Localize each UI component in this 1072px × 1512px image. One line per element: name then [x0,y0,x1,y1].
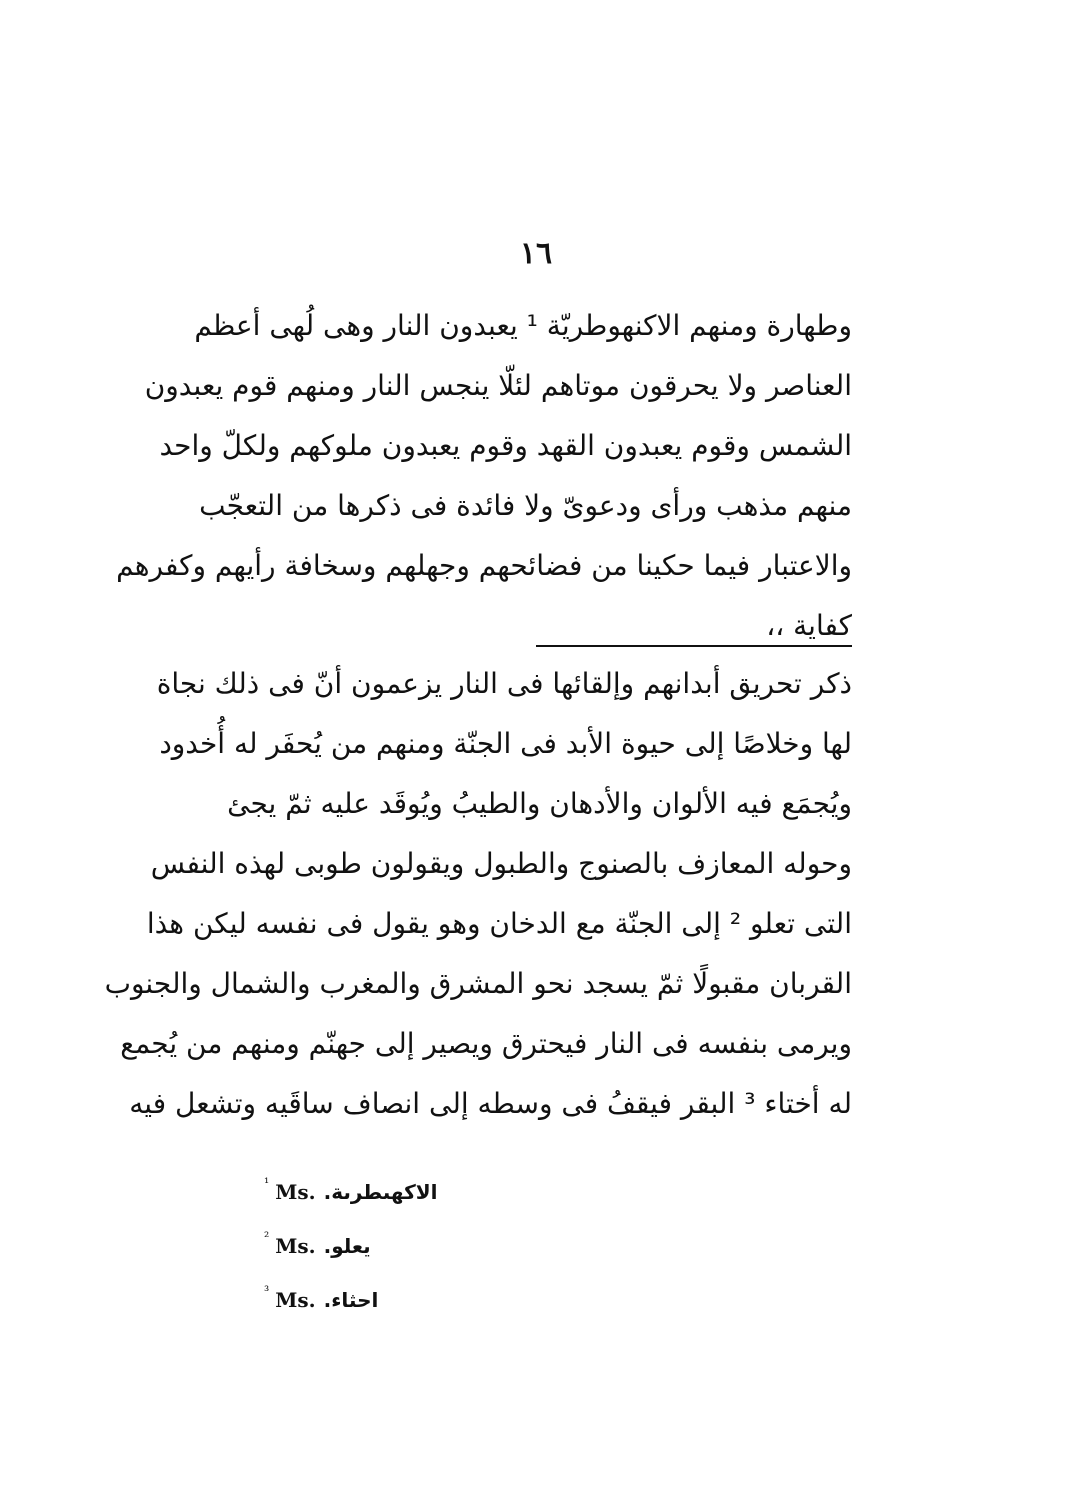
footnote-ms-label: Ms. [275,1234,316,1258]
text-line: وطهارة ومنهم الاكنهوطريّة ¹ يعبدون النار وهى لُهى أعظم [194,309,852,342]
footnote-ms-label: Ms. [275,1180,316,1204]
text-line: التى تعلو ² إلى الجنّة مع الدخان وهو يقول فى نفسه ليكن هذا [146,907,852,940]
footnote-number: ¹ [264,1176,270,1191]
text-line: له أختاء ³ البقر فيقفُ فى وسطه إلى انصاف ساقَيه وتشعل فيه [129,1087,852,1120]
footnote-ms-label: Ms. [275,1288,316,1312]
text-line: منهم مذهب ورأى ودعوىّ ولا فائدة فى ذكرها من التعجّب [199,489,852,522]
text-line: العناصر ولا يحرقون موتاهم لئلّا ينجس النار ومنهم قوم يعبدون [144,369,852,402]
text-line: لها وخلاصًا إلى حيوة الأبد فى الجنّة ومنهم من يُحفَر له أُخدود [159,727,852,760]
paragraph-1 [116,296,852,656]
footnote-number: ³ [264,1284,270,1299]
text-line: ويرمى بنفسه فى النار فيحترق ويصير إلى جهنّم ومنهم من يُجمع [120,1027,852,1060]
text-line: القربان مقبولًا ثمّ يسجد نحو المشرق والمغرب والشمال والجنوب [104,967,852,1000]
text-line: ويُجمَع فيه الألوان والأدهان والطيبُ ويُوقَد عليه ثمّ يجئ [227,787,852,820]
section-divider [536,645,852,647]
footnotes [264,1170,664,1332]
footnote-2 [264,1224,664,1278]
text-line: ذكر تحريق أبدانهم وإلقائها فى النار يزعمون أنّ فى ذلك نجاة [156,667,852,700]
text-line: والاعتبار فيما حكينا من فضائحهم وجهلهم وسخافة رأيهم وكفرهم [116,549,852,582]
footnote-1 [264,1170,664,1224]
text-line: وحوله المعازف بالصنوج والطبول ويقولون طوبى لهذه النفس [150,847,852,880]
footnote-variant: احثاء. [323,1288,379,1312]
paragraph-2 [104,654,852,1134]
footnote-variant: الاكهىطرىة. [323,1180,438,1204]
footnote-3 [264,1278,664,1332]
page-number: ١٦ [519,236,553,271]
text-line: كفاية ،، [766,609,852,642]
footnote-variant: يعلو. [323,1234,371,1258]
text-line: الشمس وقوم يعبدون القهد وقوم يعبدون ملوكهم ولكلّ واحد [159,429,852,462]
footnote-number: ² [264,1230,270,1245]
